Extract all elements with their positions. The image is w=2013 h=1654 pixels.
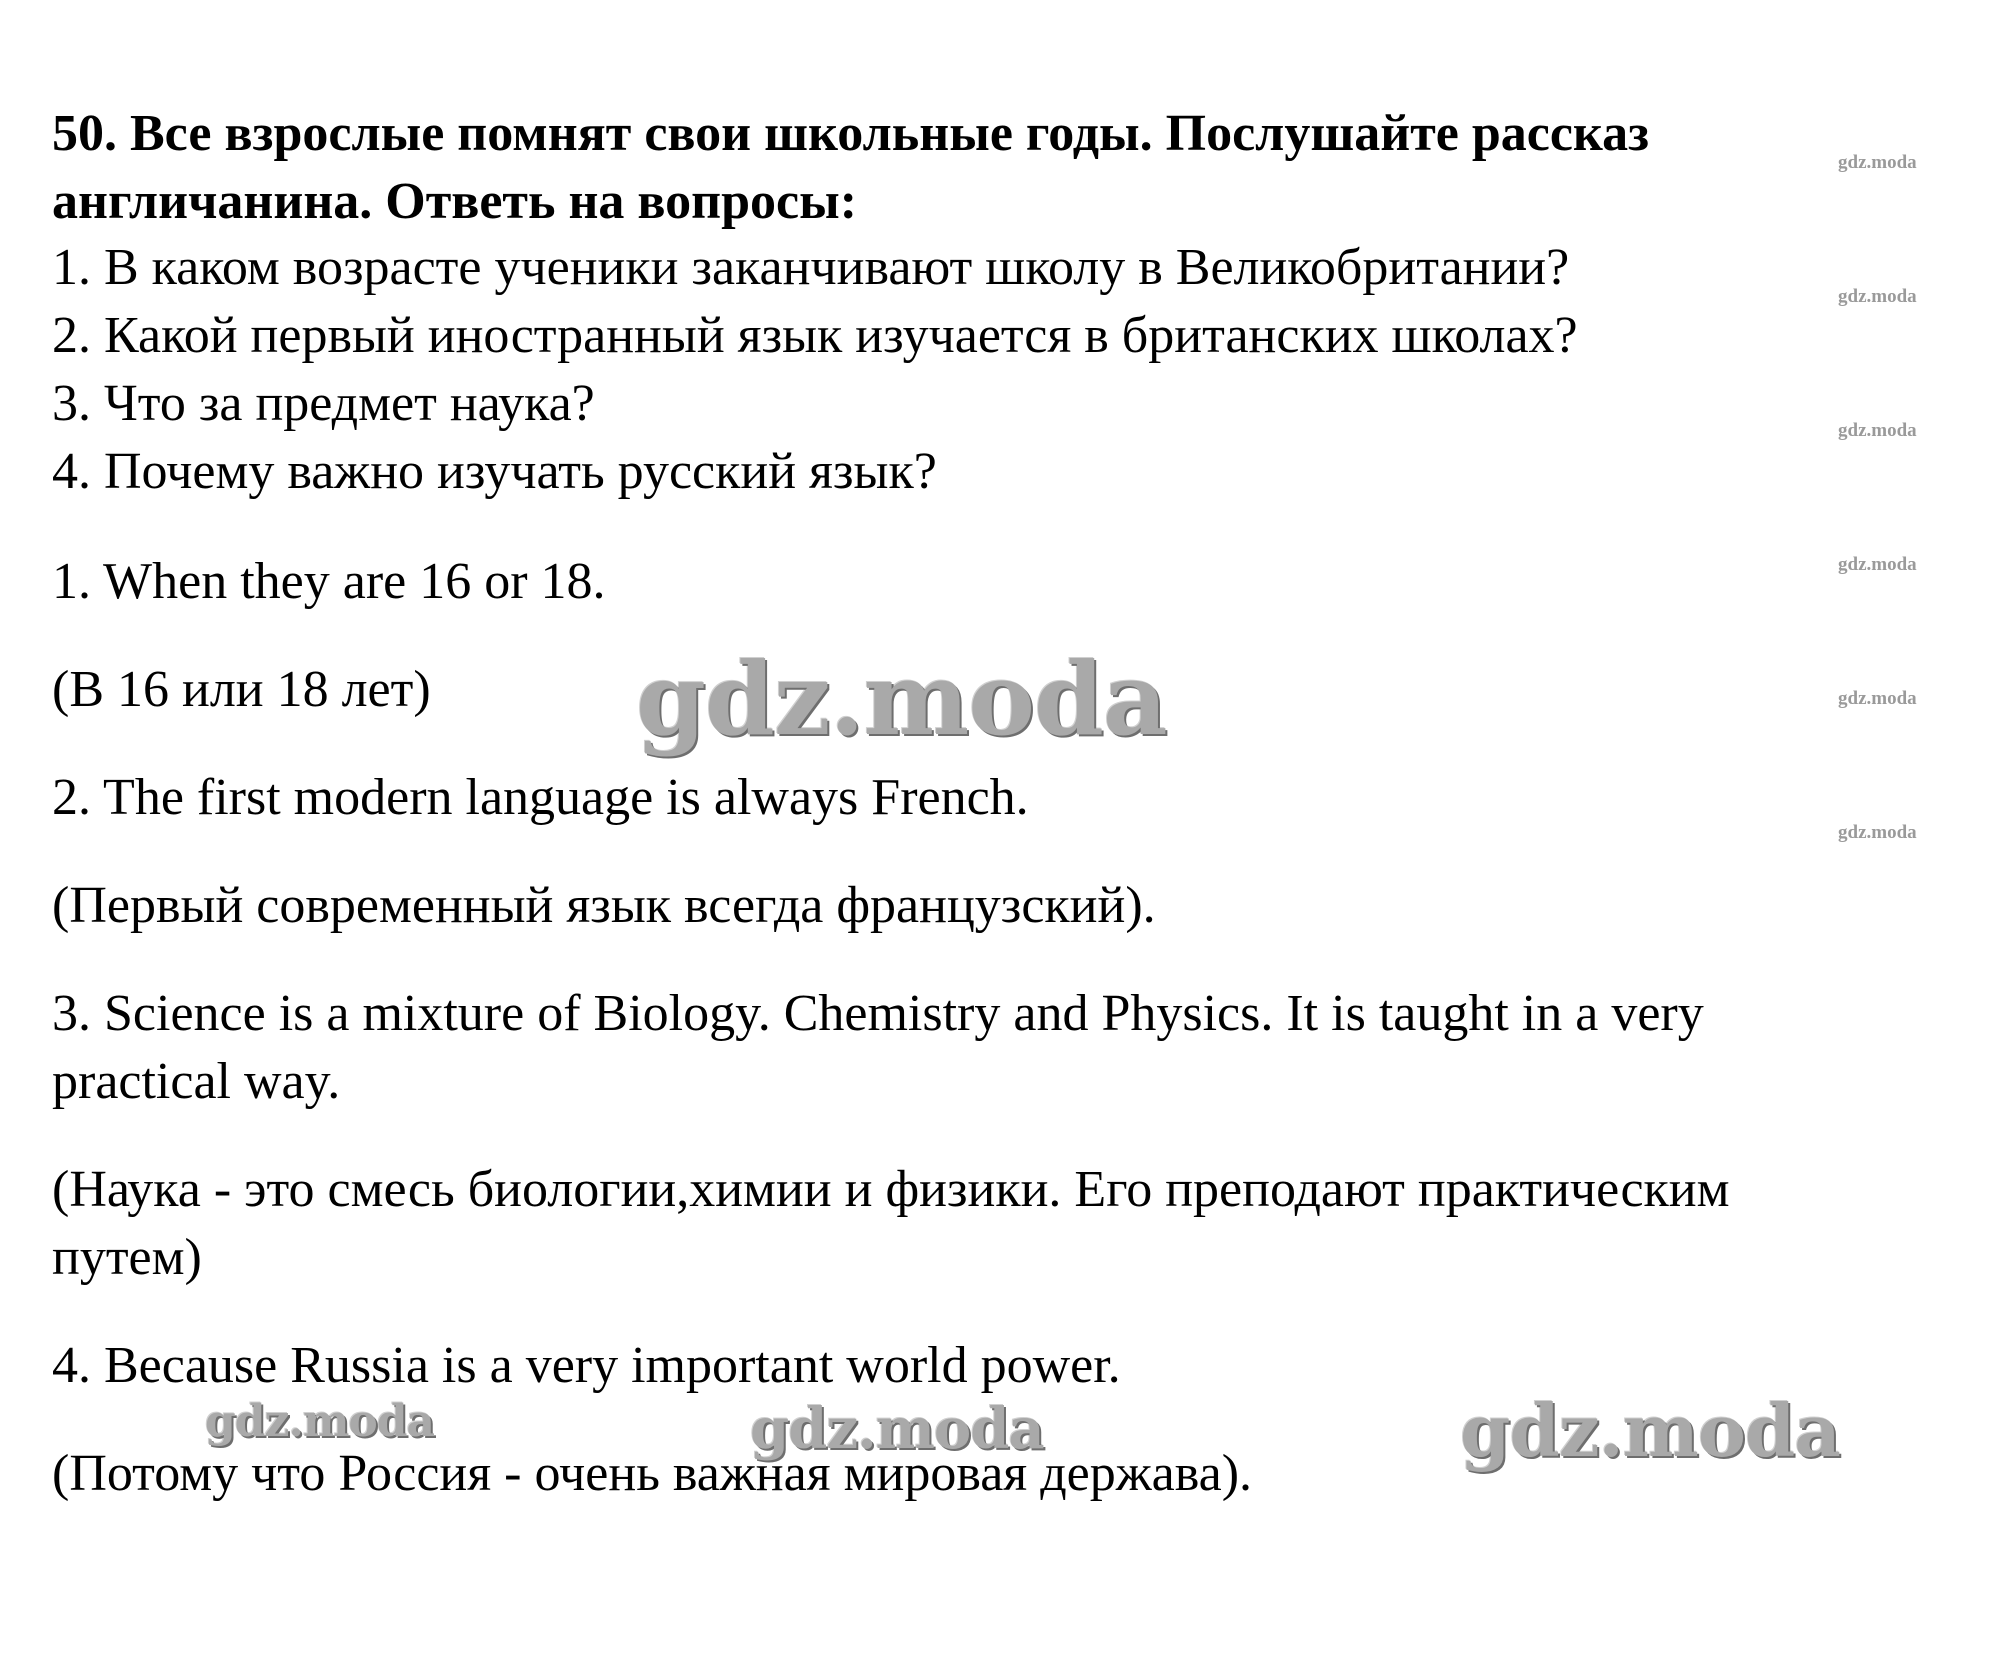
watermark-small: gdz.moda <box>1838 554 1917 575</box>
answer-2-russian: (Первый современный язык всегда французский). <box>52 877 1156 934</box>
answer-3-russian-line-2: путем) <box>52 1229 202 1286</box>
watermark-large: gdz.moda <box>636 640 1167 758</box>
answer-1-english: 1. When they are 16 or 18. <box>52 553 606 610</box>
answer-1-russian: (В 16 или 18 лет) <box>52 661 431 718</box>
exercise-title-line-1: 50. Все взрослые помнят свои школьные годы. Послушайте рассказ <box>52 105 1649 162</box>
answer-4-english: 4. Because Russia is a very important world power. <box>52 1337 1121 1394</box>
question-2: 2. Какой первый иностранный язык изучается в британских школах? <box>52 307 1578 364</box>
watermark-small: gdz.moda <box>1838 286 1917 307</box>
watermark-medium: gdz.moda <box>750 1396 1044 1462</box>
watermark-medium: gdz.moda <box>205 1396 435 1447</box>
exercise-title-line-2: англичанина. Ответь на вопросы: <box>52 173 858 230</box>
watermark-small: gdz.moda <box>1838 152 1917 173</box>
answer-4-russian: (Потому что Россия - очень важная мировая держава). <box>52 1445 1253 1502</box>
question-1: 1. В каком возрасте ученики заканчивают школу в Великобритании? <box>52 239 1570 296</box>
watermark-small: gdz.moda <box>1838 420 1917 441</box>
watermark-large: gdz.moda <box>1460 1388 1840 1473</box>
answer-3-english-line-2: practical way. <box>52 1053 341 1110</box>
watermark-small: gdz.moda <box>1838 822 1917 843</box>
watermark-small: gdz.moda <box>1838 688 1917 709</box>
question-3: 3. Что за предмет наука? <box>52 375 595 432</box>
answer-3-english-line-1: 3. Science is a mixture of Biology. Chemistry and Physics. It is taught in a very <box>52 985 1704 1042</box>
answer-2-english: 2. The first modern language is always French. <box>52 769 1029 826</box>
answer-3-russian-line-1: (Наука - это смесь биологии,химии и физики. Его преподают практическим <box>52 1161 1730 1218</box>
question-4: 4. Почему важно изучать русский язык? <box>52 443 937 500</box>
